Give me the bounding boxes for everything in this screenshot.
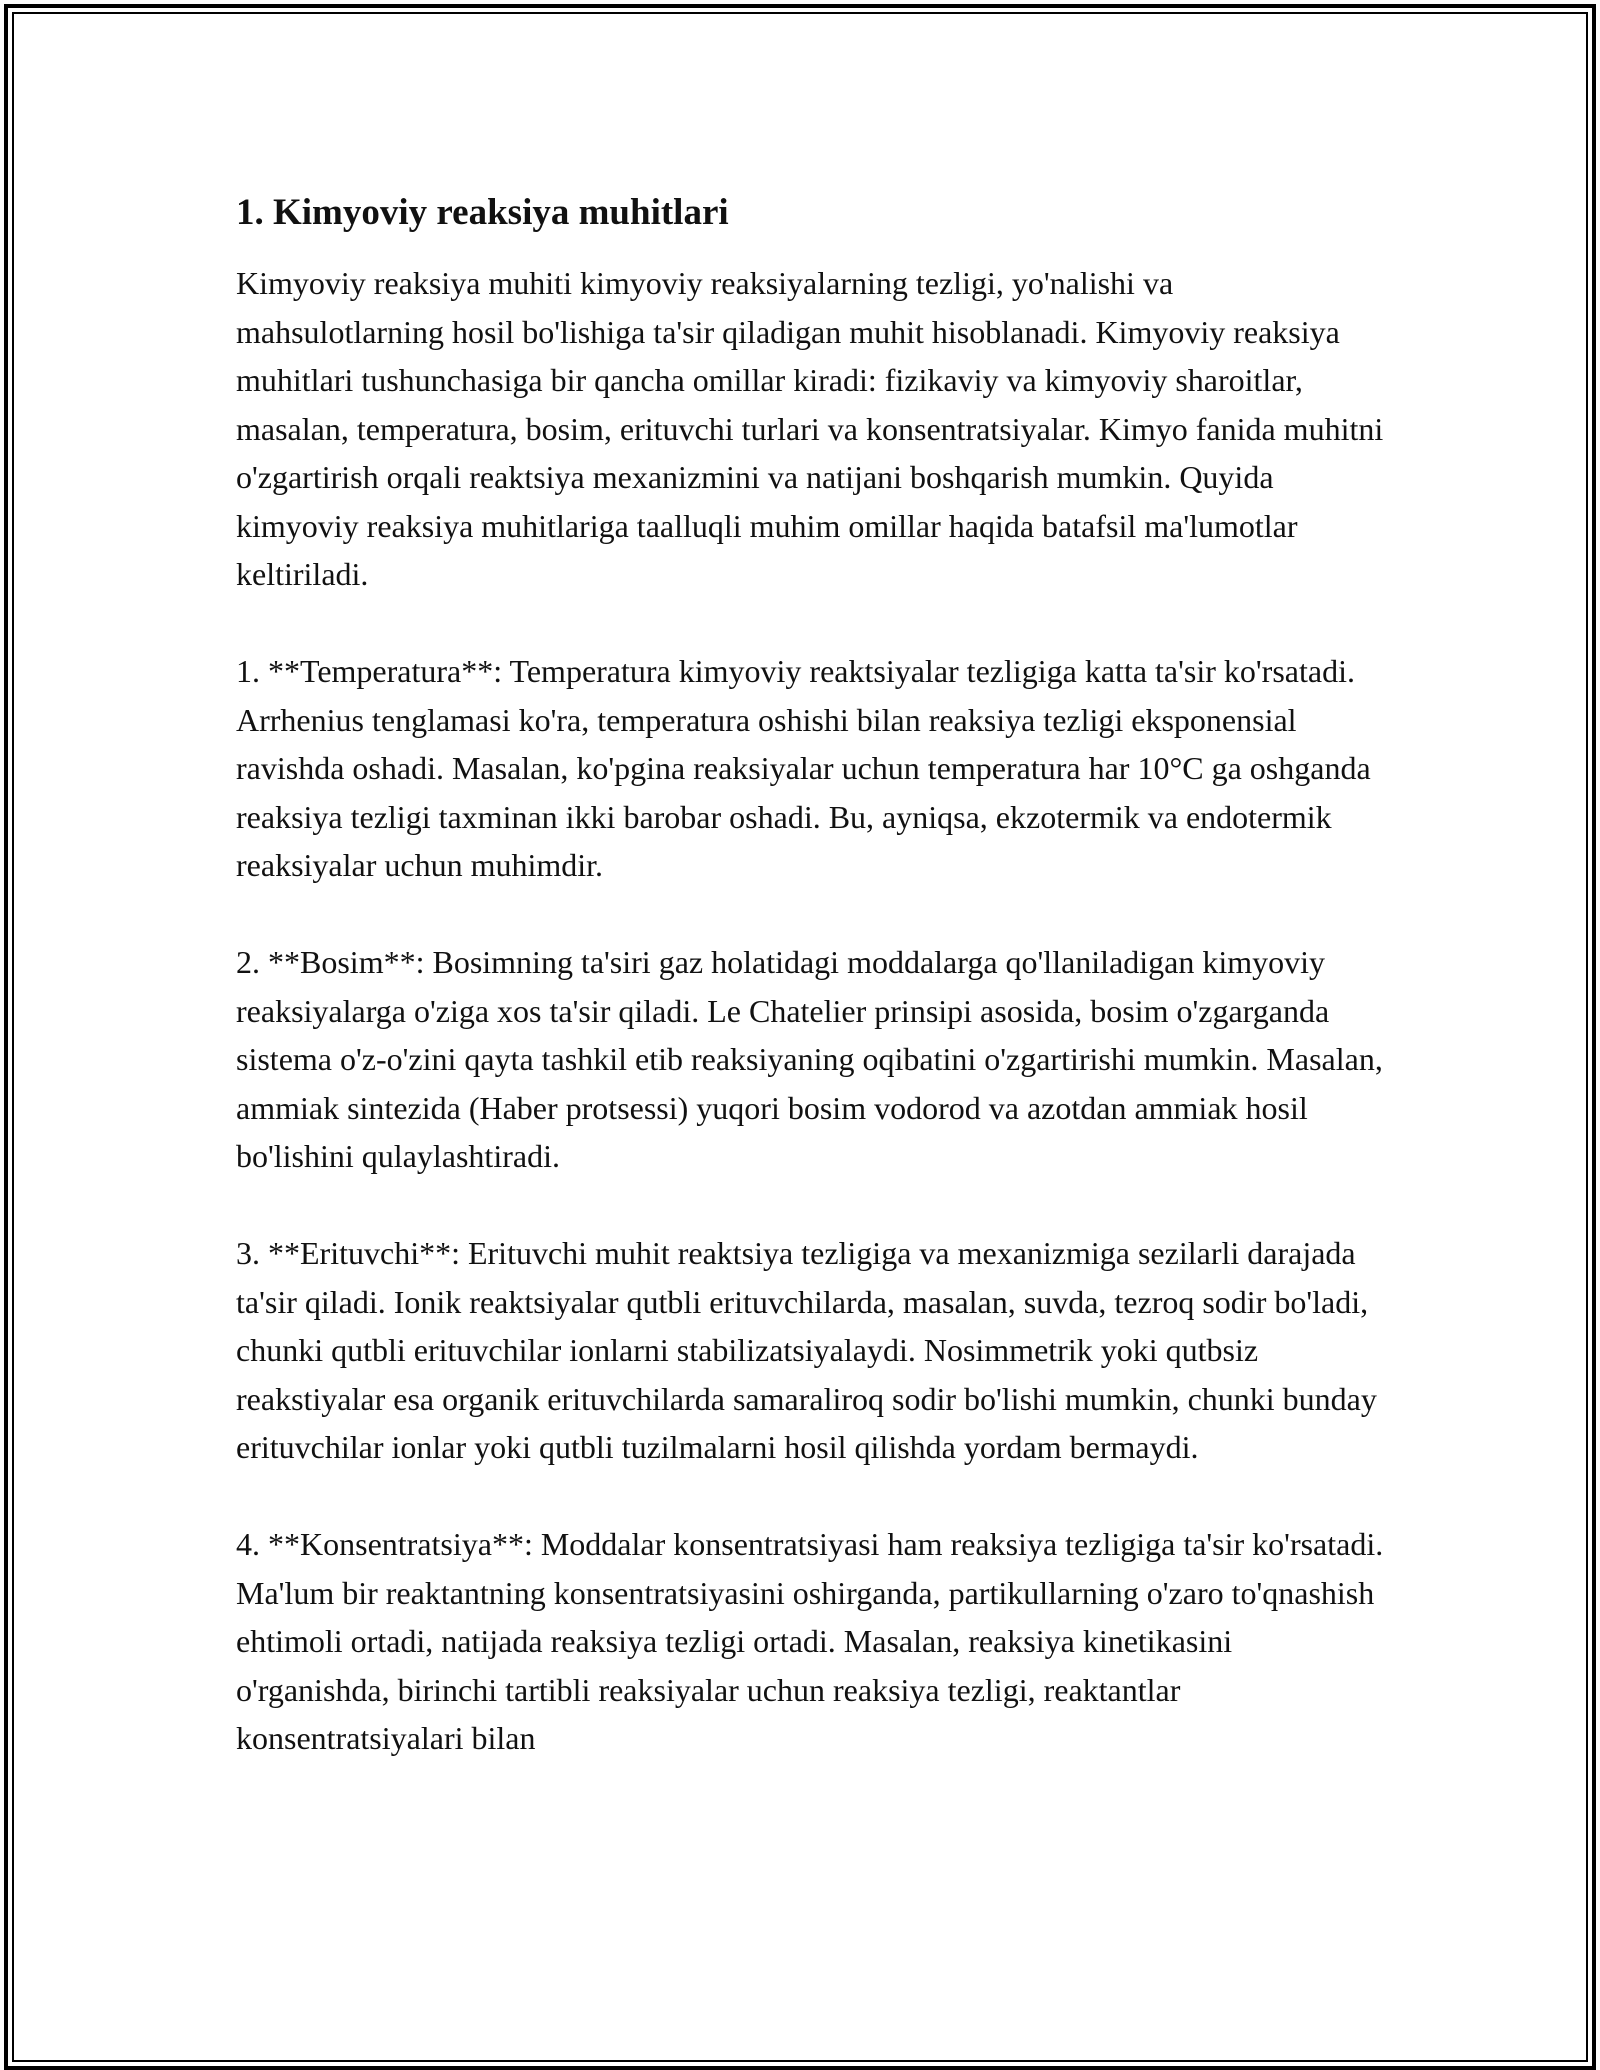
solvent-paragraph: 3. **Erituvchi**: Erituvchi muhit reaktsiya tezligiga va mexanizmiga sezilarli darajada ta'sir qiladi. Ionik reaktsiyalar qutbli erituvchilarda, masalan, suvda, tezroq sodir bo'ladi, chunki qutbli erituvchilar ionlarni stabilizatsiyalaydi. Nosimmetrik yoki qutbsiz reakstiyalar esa organik erituvchilarda samaraliroq sodir bo'lishi mumkin, chunki bunday erituvchilar ionlar yoki qutbli tuzilmalarni hosil qilishda yordam bermaydi. xyxy=(236,1235,1377,1465)
section-heading: 1. Kimyoviy reaksiya muhitlari xyxy=(236,192,729,233)
pressure-paragraph: 2. **Bosim**: Bosimning ta'siri gaz holatidagi moddalarga qo'llaniladigan kimyoviy reaksiyalarga o'ziga xos ta'sir qiladi. Le Chatelier prinsipi asosida, bosim o'zgarganda sistema o'z-o'zini qayta tashkil etib reaksiyaning oqibatini o'zgartirishi mumkin. Masalan, ammiak sintezida (Haber protsessi) yuqori bosim vodorod va azotdan ammiak hosil bo'lishini qulaylashtiradi. xyxy=(236,944,1383,1174)
temperature-paragraph: 1. **Temperatura**: Temperatura kimyoviy reaktsiyalar tezligiga katta ta'sir ko'rsatadi. Arrhenius tenglamasi ko'ra, temperatura oshishi bilan reaksiya tezligi eksponensial ravishda oshadi. Masalan, ko'pgina reaksiyalar uchun temperatura har 10°C ga oshganda reaksiya tezligi taxminan ikki barobar oshadi. Bu, ayniqsa, ekzotermik va endotermik reaksiyalar uchun muhimdir. xyxy=(236,653,1371,883)
intro-paragraph: Kimyoviy reaksiya muhiti kimyoviy reaksiyalarning tezligi, yo'nalishi va mahsulotlarning hosil bo'lishiga ta'sir qiladigan muhit hisoblanadi. Kimyoviy reaksiya muhitlari tushunchasiga bir qancha omillar kiradi: fizikaviy va kimyoviy sharoitlar, masalan, temperatura, bosim, erituvchi turlari va konsentratsiyalar. Kimyo fanida muhitni o'zgartirish orqali reaktsiya mexanizmini va natijani boshqarish mumkin. Quyida kimyoviy reaksiya muhitlariga taalluqli muhim omillar haqida batafsil ma'lumotlar keltiriladi. xyxy=(236,265,1384,592)
concentration-paragraph: 4. **Konsentratsiya**: Moddalar konsentratsiyasi ham reaksiya tezligiga ta'sir ko'rsatadi. Ma'lum bir reaktantning konsentratsiyasini oshirganda, partikullarning o'zaro to'qnashish ehtimoli ortadi, natijada reaksiya tezligi ortadi. Masalan, reaksiya kinetikasini o'rganishda, birinchi tartibli reaksiyalar uchun reaksiya tezligi, reaktantlar konsentratsiyalari bilan xyxy=(236,1526,1384,1756)
document-body xyxy=(236,185,1386,1763)
